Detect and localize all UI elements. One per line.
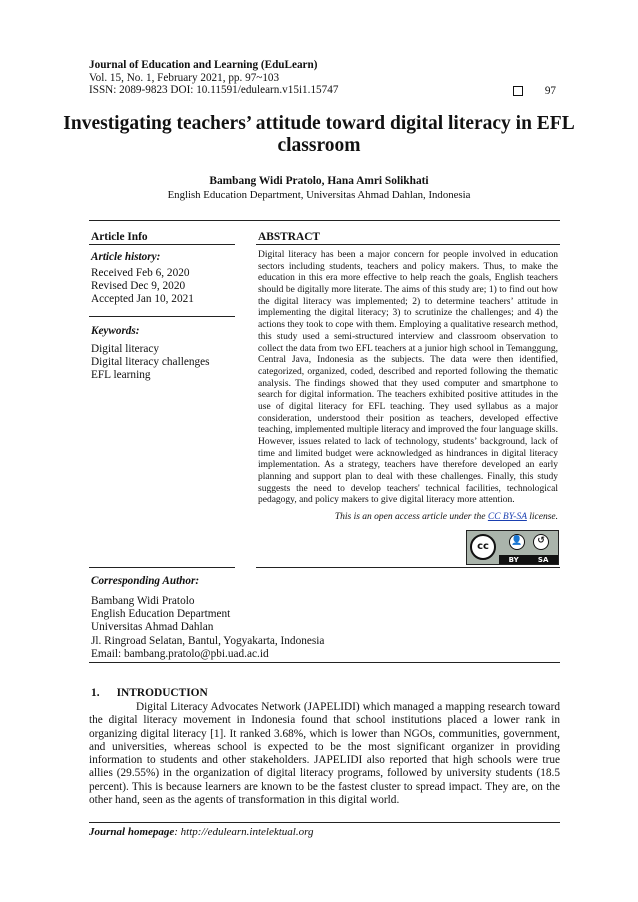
article-title: Investigating teachers’ attitude toward digital literacy in EFL classroom [63, 113, 575, 156]
keyword-item: Digital literacy [91, 343, 160, 355]
divider-corr-right [256, 567, 560, 568]
history-accepted: Accepted Jan 10, 2021 [91, 293, 194, 306]
divider-bottom [89, 662, 560, 663]
intro-paragraph: Digital Literacy Advocates Network (JAPELIDI) which managed a mapping research toward the digital literacy movement in Indonesia found that school institutions placed a lower rank in organizing digital literacy [1]. It ranked 3.68%, which is lower than NGOs, communities, government, and universities, whereas school is expected to be the most significant organizer in providing information to students and other stakeholders. JAPELIDI also reported that high schools were true allies (29.55%) in the organization of digital literacy programs, followed by university students (18.5 percent). This is because learners are known to be the fastest cluster to spread impact. They are, on the other hand, seen as the agents of transformation in this digital world. [89, 701, 560, 807]
history-revised: Revised Dec 9, 2020 [91, 280, 186, 293]
journal-homepage [89, 826, 313, 838]
abstract-text: Digital literacy has been a major concern for people involved in education sectors including students, teachers and policy makers. Thus, to make the education in this era more effective to help reach the goals, English teachers should be digitally more literate. The aims of this study are; 1) to find out how the digital literacy was implemented; 2) to determine teachers’ attitude in implementing the digital literacy; 3) to scrutinize the challenges; and 4) the actions they took to cope with them. Employing a qualitative research method, this study used a semi-structured interview and classroom observation to collect the data from two EFL teachers at a junior high school in Temanggung, Central Java, Indonesia as the subjects. The data were then identified, categorized, organized, coded, described and reported following the thematic analysis. The findings showed that they used computer and smartphone to search for digital information. The teachers exhibited positive attitudes in the use of digital literacy for EFL teaching. They used syllabus as a major consideration, understood their position as teachers, developed effective teaching, implemented multiple literacy and improved the four language skills. However, issues related to lack of technology, students’ background, lack of time and limited budget were acknowledged as hindrances in digital literacy implementation. As a strategy, teachers have therefore developed an early planning and support plan to deal with these challenges. Finally, this study suggests the need to develop teachers' technical facilities, technological pedagogy, and policy makers to give digital literacy more attention. [258, 250, 558, 506]
corr-email: Email: bambang.pratolo@pbi.uad.ac.id [91, 647, 269, 660]
share-alike-icon: ↺ [533, 534, 549, 550]
cc-license-badge[interactable] [466, 530, 559, 565]
abstract-heading: ABSTRACT [258, 231, 321, 243]
cc-by-sa-link[interactable]: CC BY-SA [487, 512, 527, 522]
keyword-item: EFL learning [91, 369, 151, 382]
corr-name: Bambang Widi Pratolo [91, 595, 195, 607]
corr-address: Jl. Ringroad Selatan, Bantul, Yogyakarta, Indonesia [91, 634, 325, 647]
badge-strip [499, 555, 558, 564]
badge-sa-label: SA [537, 555, 549, 564]
corr-department: English Education Department [91, 608, 231, 621]
running-header [89, 59, 338, 97]
page-number: 97 [544, 85, 556, 97]
homepage-label: Journal homepage [89, 826, 175, 838]
license-prefix: This is an open access article under the [334, 512, 488, 522]
homepage-url[interactable]: : http://edulearn.intelektual.org [174, 826, 314, 838]
journal-title: Journal of Education and Learning (EduLearn) [89, 59, 318, 71]
article-authors: Bambang Widi Pratolo, Hana Amri Solikhati [209, 175, 429, 187]
article-info-heading: Article Info [91, 231, 148, 243]
issn-line: ISSN: 2089-9823 DOI: 10.11591/edulearn.v15i1.15747 [89, 84, 339, 97]
header-right [513, 85, 556, 97]
divider-top [89, 220, 560, 221]
corresponding-details [91, 595, 324, 661]
divider-history [89, 316, 235, 317]
corr-university: Universitas Ahmad Dahlan [91, 621, 214, 634]
keyword-item: Digital literacy challenges [91, 356, 210, 369]
volume-line: Vol. 15, No. 1, February 2021, pp. 97~103 [89, 71, 280, 84]
intro-heading: 1. INTRODUCTION [91, 687, 208, 699]
square-icon [513, 86, 523, 96]
badge-by-label: BY [508, 555, 519, 564]
history-received: Received Feb 6, 2020 [91, 267, 190, 279]
divider-info [89, 244, 235, 245]
history-heading: Article history: [91, 251, 161, 263]
license-suffix: license. [526, 512, 558, 522]
divider-footer [89, 822, 560, 823]
article-affiliation: English Education Department, Universitas Ahmad Dahlan, Indonesia [167, 189, 471, 201]
corresponding-heading: Corresponding Author: [91, 575, 200, 587]
license-statement [258, 512, 558, 522]
divider-abstract [256, 244, 560, 245]
divider-corr-left [89, 567, 235, 568]
history-list [91, 267, 194, 307]
keywords-list [91, 343, 210, 383]
keywords-heading: Keywords: [91, 325, 140, 337]
cc-logo-icon: cc [470, 534, 496, 560]
attribution-icon: 👤 [509, 534, 525, 550]
